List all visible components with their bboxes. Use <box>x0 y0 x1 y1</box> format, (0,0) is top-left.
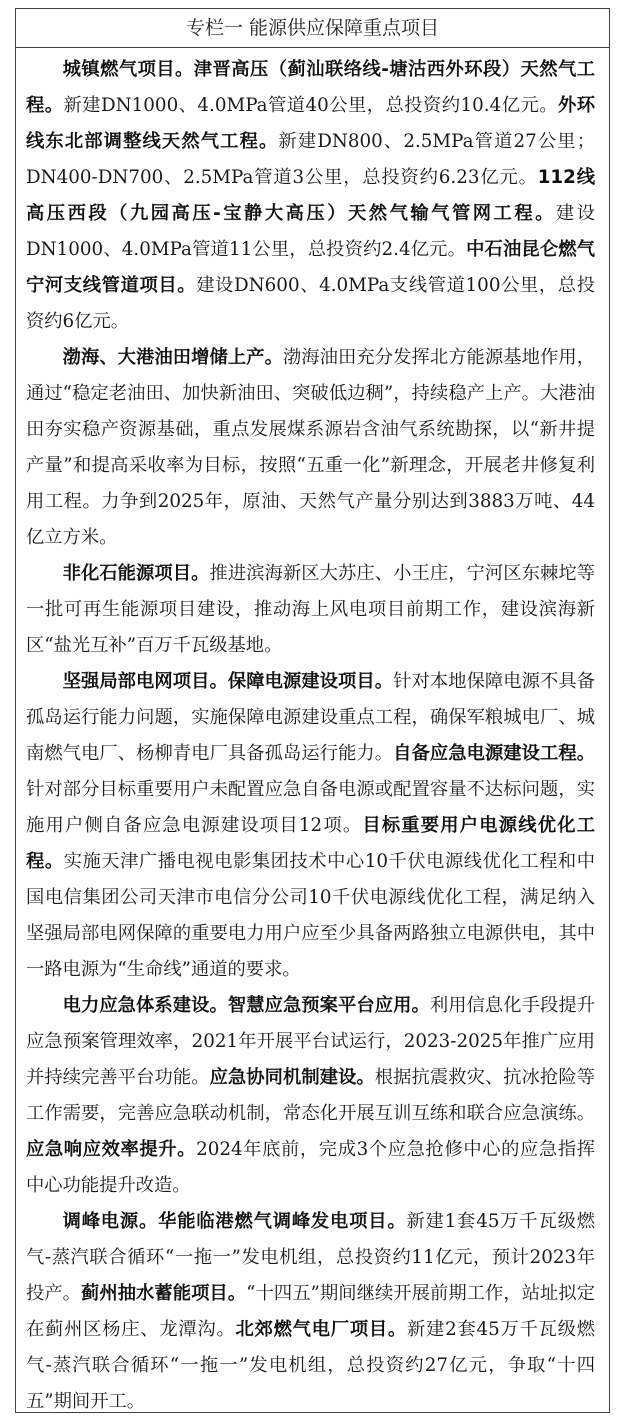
run: 新建DN800、2.5MPa管道27公里；DN400-DN700、2.5MPa管道3公里，总投资约6.23亿元。 <box>26 131 596 188</box>
run: 2024年底前，完成3个应急抢修中心的应急指挥中心功能提升改造。 <box>26 1139 596 1196</box>
run: 112线高压西段（九园高压-宝静大高压）天然气输气管网工程。 <box>26 167 595 224</box>
paragraph-local-grid <box>26 664 595 988</box>
run: 根据抗震救灾、抗冰抢险等工作需要，完善应急联动机制，常态化开展互训互练和联合应急演练。 <box>26 1067 596 1124</box>
paragraph-non-fossil <box>26 556 595 664</box>
run: 目标重要用户电源线优化工程。 <box>26 815 596 872</box>
run: 中石油昆仑燃气宁河支线管道项目。 <box>26 239 596 296</box>
run: 渤海油田充分发挥北方能源基地作用，通过“稳定老油田、加快新油田、突破低边稠”，持续稳产上产。大港油田夯实稳产资源基础，重点发展煤系源岩含油气系统勘探，以“新井提产量”和提高采收率为目标，按照“五重一化”新理念，开展老井修复利用工程。力争到2025年，原油、天然气产量分别达到3883万吨、44亿立方米。 <box>26 347 596 548</box>
paragraph-oilfields <box>26 340 595 556</box>
run: 城镇燃气项目。 <box>62 59 194 80</box>
run: 利用信息化手段提升应急预案管理效率，2021年开展平台试运行，2023-2025年推广应用并持续完善平台功能。 <box>26 995 596 1088</box>
paragraph-emergency <box>26 988 595 1204</box>
run: 津晋高压（蓟汕联络线-塘沽西外环段）天然气工程。 <box>26 59 595 116</box>
run: 坚强局部电网项目。 <box>62 671 228 692</box>
box-title: 专栏一 能源供应保障重点项目 <box>16 9 609 48</box>
run: 蓟州抽水蓄能项目。 <box>81 1283 247 1304</box>
run: 应急协同机制建设。 <box>209 1067 375 1088</box>
run: 针对本地保障电源不具备孤岛运行能力问题，实施保障电源建设重点工程，确保军粮城电厂、城南燃气电厂、杨柳青电厂具备孤岛运行能力。 <box>26 671 596 764</box>
project-box <box>15 8 610 1413</box>
run: “十四五”期间继续开展前期工作，站址拟定在蓟州区杨庄、龙潭沟。 <box>26 1283 596 1340</box>
run: 智慧应急预案平台应用。 <box>227 995 430 1016</box>
run: 新建DN1000、4.0MPa管道40公里，总投资约10.4亿元。 <box>63 95 558 116</box>
run: 电力应急体系建设。 <box>62 995 228 1016</box>
run: 建设DN1000、4.0MPa管道11公里，总投资约2.4亿元。 <box>26 203 595 260</box>
run: 建设DN600、4.0MPa支线管道100公里，总投资约6亿元。 <box>26 275 596 332</box>
run: 渤海、大港油田增储上产。 <box>62 347 283 368</box>
run: 新建1套45万千瓦级燃气-蒸汽联合循环“一拖一”发电机组，总投资约11亿元，预计2023年投产。 <box>26 1211 595 1304</box>
run: 调峰电源。 <box>62 1211 159 1232</box>
run: 实施天津广播电视电影集团技术中心10千伏电源线优化工程和中国电信集团公司天津市电信分公司10千伏电源线优化工程，满足纳入坚强局部电网保障的重要电力用户应至少具备两路独立电源供电，其中一路电源为“生命线”通道的要求。 <box>26 851 595 980</box>
run: 华能临港燃气调峰发电项目。 <box>158 1211 407 1232</box>
run: 北郊燃气电厂项目。 <box>235 1319 407 1340</box>
run: 非化石能源项目。 <box>62 563 210 584</box>
run: 外环线东北部调整线天然气工程。 <box>26 95 596 152</box>
box-content <box>16 48 609 1420</box>
paragraph-urban-gas <box>26 52 595 340</box>
run: 自备应急电源建设工程。 <box>393 743 596 764</box>
paragraph-peaking <box>26 1204 595 1420</box>
run: 针对部分目标重要用户未配置应急自备电源或配置容量不达标问题，实施用户侧自备应急电源建设项目12项。 <box>26 779 595 836</box>
run: 推进滨海新区大苏庄、小王庄，宁河区东棘坨等一批可再生能源项目建设，推动海上风电项目前期工作，建设滨海新区“盐光互补”百万千瓦级基地。 <box>26 563 596 656</box>
run: 新建2套45万千瓦级燃气-蒸汽联合循环“一拖一”发电机组，总投资约27亿元，争取“十四五”期间开工。 <box>26 1319 596 1412</box>
run: 保障电源建设项目。 <box>227 671 394 692</box>
run: 应急响应效率提升。 <box>26 1139 197 1160</box>
